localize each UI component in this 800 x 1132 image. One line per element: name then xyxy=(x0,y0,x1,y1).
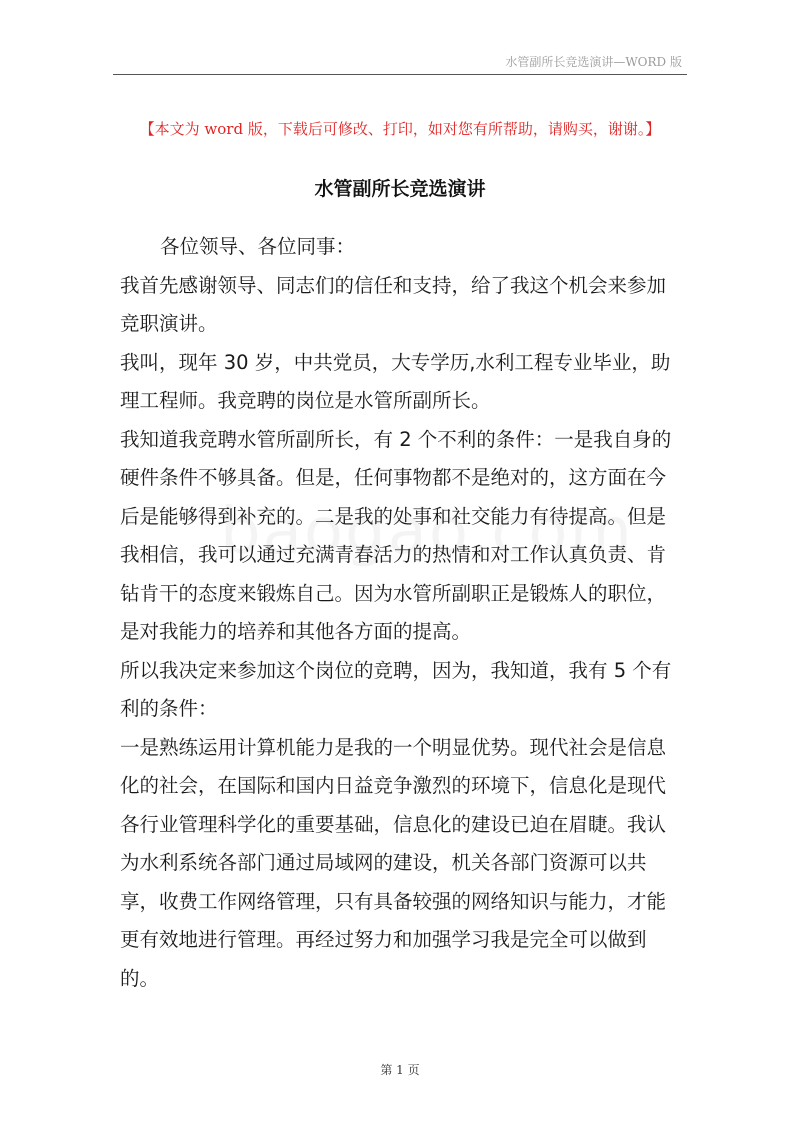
running-header: 水管副所长竞选演讲—WORD 版 xyxy=(505,55,682,69)
paragraph-1: 我首先感谢领导、同志们的信任和支持，给了我这个机会来参加竞职演讲。 xyxy=(120,273,667,335)
document-body xyxy=(120,228,685,998)
salutation: 各位领导、各位同事： xyxy=(160,235,356,258)
purchase-notice: 【本文为 word 版，下载后可修改、打印，如对您有所帮助，请购买，谢谢。】 xyxy=(139,120,661,138)
page-number: 第 1 页 xyxy=(380,1063,420,1077)
paragraph-3: 我知道我竞聘水管所副所长，有 2 个不利的条件：一是我自身的硬件条件不够具备。但是，任何事物都不是绝对的，这方面在今后是能够得到补充的。二是我的处事和社交能力有待提高。但是我相信，我可以通过充满青春活力的热情和对工作认真负责、肯钻肯干的态度来锻炼自己。因为水管所副职正是锻炼人的职位，是对我能力的培养和其他各方面的提高。 xyxy=(120,427,672,643)
paragraph-2: 我叫，现年 30 岁，中共党员，大专学历,水利工程专业毕业，助理工程师。我竞聘的岗位是水管所副所长。 xyxy=(120,350,671,412)
document-title: 水管副所长竞选演讲 xyxy=(314,178,486,200)
paragraph-4: 所以我决定来参加这个岗位的竞聘，因为，我知道，我有 5 个有利的条件： xyxy=(120,658,672,720)
header-divider xyxy=(113,74,687,75)
paragraph-5: 一是熟练运用计算机能力是我的一个明显优势。现代社会是信息化的社会，在国际和国内日益竞争激烈的环境下，信息化是现代各行业管理科学化的重要基础，信息化的建设已迫在眉睫。我认为水利系统各部门通过局域网的建设，机关各部门资源可以共享，收费工作网络管理，只有具备较强的网络知识与能力，才能更有效地进行管理。再经过努力和加强学习我是完全可以做到的。 xyxy=(120,735,667,990)
